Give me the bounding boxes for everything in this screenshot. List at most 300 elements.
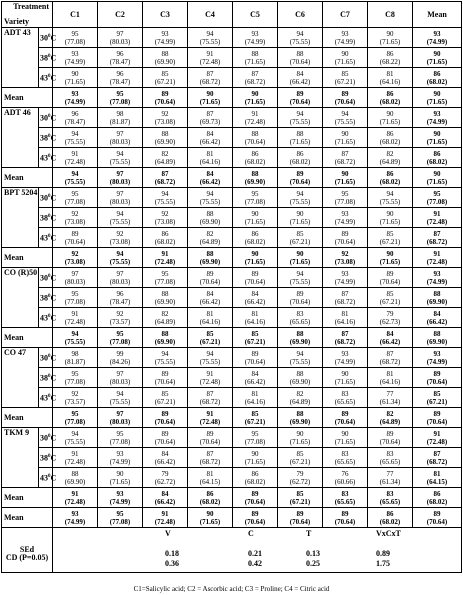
value-cell [368, 188, 413, 208]
value-cell [323, 228, 368, 248]
cell-transformed-value: (75.55) [154, 357, 176, 366]
temperature-label [39, 428, 57, 448]
value-cell [188, 508, 233, 528]
cell-value: 91 [71, 489, 79, 498]
value-cell [143, 168, 188, 188]
value-cell [323, 268, 368, 288]
degree-sign: 0 [48, 293, 51, 299]
value-cell [233, 128, 278, 148]
cell-transformed-value: (75.55) [199, 37, 221, 46]
value-cell [413, 328, 462, 348]
cell-value: 89 [296, 289, 304, 298]
cell-value: 89 [386, 269, 394, 278]
value-cell [53, 508, 98, 528]
value-cell [188, 428, 233, 448]
cell-value: 90 [296, 249, 304, 258]
value-cell [98, 428, 143, 448]
temperature-label [39, 388, 57, 408]
table-row [2, 28, 462, 48]
cell-transformed-value: (71.65) [289, 137, 311, 146]
cell-value: 85 [296, 449, 304, 458]
value-cell [413, 468, 462, 488]
table-row [2, 348, 462, 368]
cell-transformed-value: (66.42) [244, 377, 266, 386]
cell-transformed-value: (80.03) [64, 277, 86, 286]
value-cell [413, 148, 462, 168]
cell-transformed-value: (75.55) [334, 117, 356, 126]
value-cell [323, 448, 368, 468]
value-cell [278, 248, 323, 268]
cell-transformed-value: (73.08) [154, 117, 176, 126]
cell-transformed-value: (64.89) [289, 397, 311, 406]
cell-transformed-value: (74.99) [64, 97, 86, 106]
value-cell [188, 368, 233, 388]
value-cell [323, 168, 368, 188]
cell-transformed-value: (70.64) [289, 177, 311, 186]
cell-value: 93 [71, 49, 79, 58]
value-cell [53, 328, 98, 348]
value-cell [98, 168, 143, 188]
cell-transformed-value: (64.89) [154, 317, 176, 326]
column-header: Mean [413, 2, 462, 28]
cell-transformed-value: (66.42) [154, 497, 176, 506]
value-cell [233, 48, 278, 68]
cell-transformed-value: (74.99) [109, 457, 131, 466]
header-row [2, 2, 462, 28]
table-row [2, 308, 462, 328]
value-cell [233, 68, 278, 88]
cell-transformed-value: (77.08) [64, 37, 86, 46]
temperature-value: 43 [40, 313, 48, 323]
column-header: C8 [368, 2, 413, 28]
cell-transformed-value: (64.89) [379, 157, 401, 166]
cell-transformed-value: (75.55) [64, 337, 86, 346]
value-cell [323, 28, 368, 48]
value-cell [53, 88, 98, 108]
cell-value: 94 [116, 209, 124, 218]
value-cell [233, 88, 278, 108]
sed-value: 0.89 [376, 549, 390, 558]
value-cell [98, 268, 143, 288]
temperature-value: 30 [40, 113, 48, 123]
cell-transformed-value: (70.64) [334, 97, 356, 106]
cell-transformed-value: (65.65) [334, 457, 356, 466]
value-cell [278, 508, 323, 528]
cell-transformed-value: (74.99) [64, 57, 86, 66]
cell-value: 88 [206, 249, 214, 258]
temperature-label [39, 448, 57, 468]
cell-transformed-value: (72.48) [154, 257, 176, 266]
value-cell [50, 308, 98, 328]
cell-value: 86 [386, 169, 394, 178]
value-cell [323, 428, 368, 448]
variety-name: TKM 9 [2, 428, 39, 488]
value-cell [368, 28, 413, 48]
cell-value: 88 [296, 49, 304, 58]
cell-transformed-value: (68.02) [289, 157, 311, 166]
cell-value: 81 [386, 69, 394, 78]
table-row [2, 288, 462, 308]
value-cell [50, 228, 98, 248]
temperature-label [39, 188, 57, 208]
cell-value: 87 [161, 169, 169, 178]
value-cell [413, 428, 462, 448]
cell-transformed-value: (64.16) [334, 317, 356, 326]
variety-name: CO (R)50 [2, 268, 39, 328]
cell-transformed-value: (77.08) [64, 417, 86, 426]
value-cell [323, 348, 368, 368]
value-cell [278, 368, 323, 388]
cell-value: 90 [296, 429, 304, 438]
cell-value: 92 [161, 109, 169, 118]
cell-value: 84 [206, 169, 214, 178]
cell-transformed-value: (74.99) [64, 517, 86, 526]
cell-transformed-value: (64.16) [199, 157, 221, 166]
cell-transformed-value: (72.48) [64, 317, 86, 326]
value-cell [53, 248, 98, 268]
cell-transformed-value: (75.55) [109, 157, 131, 166]
value-cell [188, 448, 233, 468]
cell-value: 94 [161, 189, 169, 198]
cell-transformed-value: (64.16) [244, 397, 266, 406]
cell-transformed-value: (75.55) [289, 357, 311, 366]
value-cell [368, 488, 413, 508]
value-cell [233, 208, 278, 228]
stats-header: C [248, 529, 254, 538]
value-cell [278, 68, 323, 88]
value-cell [278, 428, 323, 448]
cell-value: 99 [116, 349, 124, 358]
cell-transformed-value: (67.21) [289, 457, 311, 466]
cell-transformed-value: (71.65) [199, 97, 221, 106]
cell-transformed-value: (74.99) [334, 217, 356, 226]
cell-value: 95 [116, 429, 124, 438]
cell-value: 90 [251, 89, 259, 98]
cell-value: 96 [116, 289, 124, 298]
cell-transformed-value: (72.48) [154, 517, 176, 526]
cell-transformed-value: (66.42) [199, 297, 221, 306]
cell-transformed-value: (74.99) [109, 497, 131, 506]
value-cell [323, 248, 368, 268]
cell-value: 94 [116, 149, 124, 158]
table-row [2, 228, 462, 248]
value-cell [50, 268, 98, 288]
cell-transformed-value: (73.08) [64, 257, 86, 266]
table-row [2, 428, 462, 448]
cell-value: 87 [433, 449, 441, 458]
cell-value: 89 [433, 369, 441, 378]
value-cell [143, 388, 188, 408]
stats-header: V [165, 529, 171, 538]
cell-value: 94 [116, 249, 124, 258]
mean-row [2, 168, 462, 188]
value-cell [98, 368, 143, 388]
value-cell [413, 308, 462, 328]
stats-header: T [306, 529, 312, 538]
temperature-value: 38 [40, 293, 48, 303]
cell-value: 84 [251, 289, 259, 298]
cell-value: 97 [116, 129, 124, 138]
cell-value: 84 [206, 289, 214, 298]
value-cell [98, 488, 143, 508]
temperature-value: 38 [40, 453, 48, 463]
cell-value: 90 [341, 129, 349, 138]
cell-transformed-value: (71.65) [244, 217, 266, 226]
cell-value: 94 [296, 349, 304, 358]
cell-value: 93 [341, 349, 349, 358]
value-cell [98, 188, 143, 208]
table-row [2, 468, 462, 488]
cell-transformed-value: (77.08) [64, 297, 86, 306]
cell-value: 90 [251, 449, 259, 458]
cell-value: 89 [161, 89, 169, 98]
temperature-label [39, 348, 57, 368]
cell-transformed-value: (68.72) [199, 457, 221, 466]
cell-transformed-value: (71.65) [426, 177, 448, 186]
cell-transformed-value: (80.03) [109, 197, 131, 206]
variety-name: ADT 46 [2, 108, 39, 168]
cell-value: 98 [116, 109, 124, 118]
cell-transformed-value: (64.16) [244, 317, 266, 326]
value-cell [278, 328, 323, 348]
cell-value: 93 [116, 449, 124, 458]
cell-value: 79 [296, 469, 304, 478]
table-row [2, 388, 462, 408]
value-cell [278, 128, 323, 148]
cell-value: 89 [161, 369, 169, 378]
cell-transformed-value: (69.90) [426, 297, 448, 306]
cell-transformed-value: (68.02) [244, 477, 266, 486]
cell-transformed-value: (78.47) [109, 297, 131, 306]
table-row [2, 108, 462, 128]
cell-value: 77 [386, 469, 394, 478]
cell-transformed-value: (64.16) [379, 77, 401, 86]
value-cell [98, 108, 143, 128]
cell-value: 89 [161, 409, 169, 418]
value-cell [188, 188, 233, 208]
variety-name: BPT 5204 [2, 188, 39, 248]
cell-value: 79 [386, 309, 394, 318]
cell-transformed-value: (70.64) [244, 517, 266, 526]
table-row [2, 268, 462, 288]
cell-transformed-value: (64.89) [154, 157, 176, 166]
cell-value: 94 [206, 29, 214, 38]
cell-value: 87 [341, 289, 349, 298]
cell-transformed-value: (75.55) [289, 197, 311, 206]
cell-transformed-value: (66.42) [199, 137, 221, 146]
degree-sign: 0 [48, 233, 51, 239]
value-cell [278, 308, 323, 328]
cell-transformed-value: (71.65) [426, 97, 448, 106]
cell-transformed-value: (70.64) [426, 517, 448, 526]
cell-value: 89 [433, 409, 441, 418]
cell-value: 90 [386, 209, 394, 218]
cell-transformed-value: (69.90) [426, 337, 448, 346]
value-cell [98, 208, 143, 228]
temperature-label [39, 288, 57, 308]
value-cell [143, 508, 188, 528]
cell-value: 87 [206, 389, 214, 398]
cell-value: 85 [251, 409, 259, 418]
cell-transformed-value: (75.55) [199, 197, 221, 206]
cell-value: 88 [161, 129, 169, 138]
degree-sign: 0 [48, 133, 51, 139]
cell-value: 94 [296, 269, 304, 278]
cell-transformed-value: (62.72) [289, 477, 311, 486]
cell-transformed-value: (77.08) [244, 437, 266, 446]
cell-transformed-value: (71.65) [334, 437, 356, 446]
cell-value: 95 [71, 289, 79, 298]
value-cell [413, 448, 462, 468]
temperature-value: 43 [40, 393, 48, 403]
cell-transformed-value: (72.48) [199, 377, 221, 386]
cell-transformed-value: (71.65) [244, 57, 266, 66]
value-cell [143, 48, 188, 68]
value-cell [50, 148, 98, 168]
cell-transformed-value: (69.90) [154, 297, 176, 306]
cell-transformed-value: (67.21) [154, 397, 176, 406]
value-cell [143, 128, 188, 148]
cell-value: 91 [161, 509, 169, 518]
value-cell [323, 288, 368, 308]
cell-value: 88 [296, 409, 304, 418]
temperature-label [39, 108, 57, 128]
stats-header: VxCxT [376, 529, 401, 538]
mean-row [2, 328, 462, 348]
value-cell [188, 28, 233, 48]
cell-value: 84 [161, 489, 169, 498]
cell-value: 92 [341, 249, 349, 258]
cell-transformed-value: (60.66) [334, 477, 356, 486]
value-cell [143, 488, 188, 508]
cell-transformed-value: (81.87) [109, 117, 131, 126]
cell-transformed-value: (68.02) [379, 517, 401, 526]
unit-label: C [50, 293, 57, 303]
cell-transformed-value: (66.42) [154, 457, 176, 466]
value-cell [188, 68, 233, 88]
cell-value: 93 [341, 29, 349, 38]
cell-transformed-value: (65.65) [379, 497, 401, 506]
cell-transformed-value: (67.21) [199, 337, 221, 346]
value-cell [233, 288, 278, 308]
value-cell [98, 308, 143, 328]
cell-transformed-value: (69.90) [154, 137, 176, 146]
cell-transformed-value: (73.08) [154, 217, 176, 226]
cell-transformed-value: (70.64) [154, 437, 176, 446]
value-cell [98, 388, 143, 408]
temperature-label [39, 128, 57, 148]
variety-name: ADT 43 [2, 28, 39, 88]
value-cell [413, 88, 462, 108]
unit-label: C [50, 193, 57, 203]
value-cell [143, 268, 188, 288]
cell-value: 96 [71, 109, 79, 118]
value-cell [233, 348, 278, 368]
cell-value: 94 [161, 349, 169, 358]
cell-transformed-value: (71.65) [109, 477, 131, 486]
cell-transformed-value: (74.99) [244, 37, 266, 46]
value-cell [278, 108, 323, 128]
cell-value: 92 [116, 309, 124, 318]
cell-value: 89 [251, 509, 259, 518]
unit-label: C [50, 273, 57, 283]
mean-label: Mean [2, 508, 53, 528]
cell-value: 81 [251, 309, 259, 318]
mean-label: Mean [2, 88, 53, 108]
mean-label: Mean [2, 408, 53, 428]
value-cell [323, 488, 368, 508]
cell-value: 90 [296, 209, 304, 218]
cell-transformed-value: (70.64) [289, 297, 311, 306]
treatment-label: Treatment [13, 2, 49, 11]
unit-label: C [50, 73, 57, 83]
cell-value: 90 [386, 249, 394, 258]
cell-transformed-value: (67.21) [154, 77, 176, 86]
value-cell [368, 228, 413, 248]
cell-transformed-value: (75.55) [289, 277, 311, 286]
cell-value: 85 [386, 289, 394, 298]
temperature-label [39, 208, 57, 228]
unit-label: C [50, 53, 57, 63]
cell-transformed-value: (69.90) [154, 337, 176, 346]
cell-transformed-value: (64.16) [199, 317, 221, 326]
degree-sign: 0 [48, 373, 51, 379]
cell-value: 85 [206, 329, 214, 338]
cell-value: 91 [206, 409, 214, 418]
cell-value: 89 [161, 429, 169, 438]
value-cell [278, 48, 323, 68]
cell-value: 76 [341, 469, 349, 478]
cell-transformed-value: (71.65) [244, 97, 266, 106]
value-cell [233, 108, 278, 128]
cell-value: 90 [341, 169, 349, 178]
cell-transformed-value: (71.65) [334, 57, 356, 66]
degree-sign: 0 [48, 473, 51, 479]
cell-value: 90 [251, 209, 259, 218]
cell-value: 84 [386, 329, 394, 338]
cell-transformed-value: (68.72) [426, 237, 448, 246]
cell-value: 97 [116, 269, 124, 278]
value-cell [278, 448, 323, 468]
cell-value: 86 [386, 509, 394, 518]
temperature-label [39, 48, 57, 68]
cell-transformed-value: (66.42) [244, 297, 266, 306]
cell-transformed-value: (67.21) [334, 77, 356, 86]
value-cell [143, 408, 188, 428]
cell-value: 91 [206, 369, 214, 378]
value-cell [368, 268, 413, 288]
value-cell [323, 68, 368, 88]
sed-value: 0.21 [248, 549, 262, 558]
value-cell [368, 128, 413, 148]
cell-value: 90 [206, 509, 214, 518]
header-corner [2, 2, 53, 28]
temperature-label [39, 268, 57, 288]
column-header: C7 [323, 2, 368, 28]
cell-transformed-value: (66.42) [379, 337, 401, 346]
cell-transformed-value: (74.99) [154, 37, 176, 46]
value-cell [323, 508, 368, 528]
cell-transformed-value: (74.99) [426, 117, 448, 126]
cell-transformed-value: (68.02) [379, 97, 401, 106]
cell-transformed-value: (80.03) [109, 417, 131, 426]
cell-transformed-value: (75.55) [379, 197, 401, 206]
cell-value: 90 [341, 369, 349, 378]
value-cell [278, 488, 323, 508]
cell-transformed-value: (66.42) [199, 177, 221, 186]
value-cell [323, 88, 368, 108]
cell-transformed-value: (64.16) [379, 377, 401, 386]
